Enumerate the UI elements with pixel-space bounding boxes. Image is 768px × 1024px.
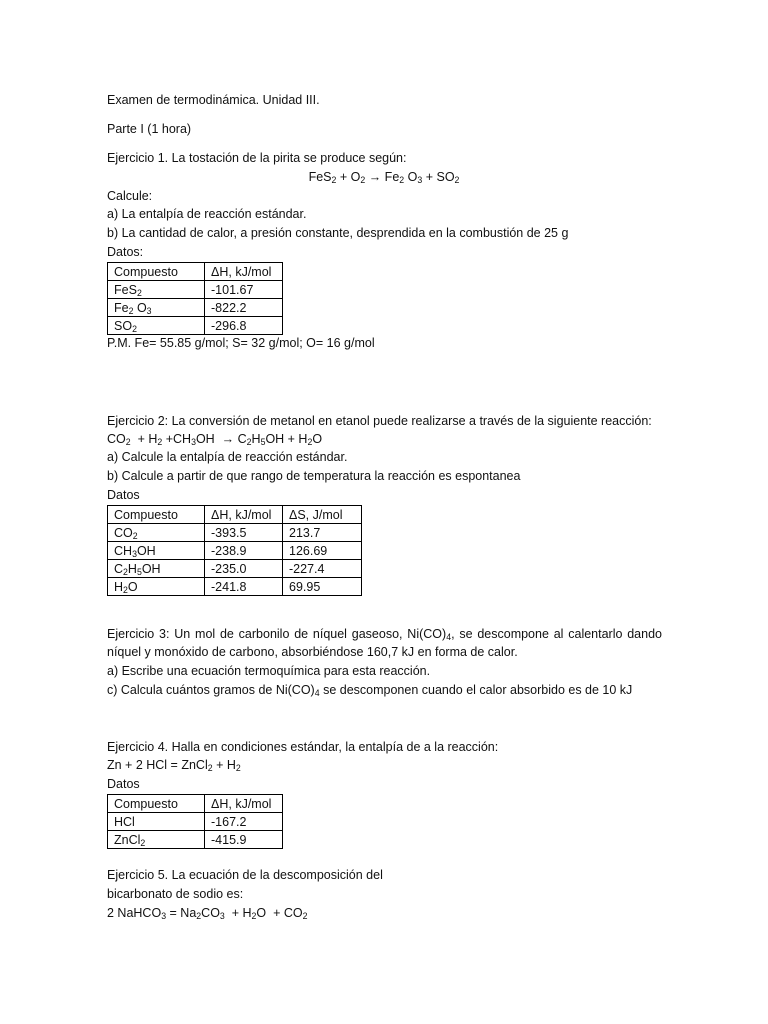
exercise-2-table — [107, 505, 362, 596]
compound-cell: $C_2H_5OH$ — [108, 560, 205, 578]
compound-cell: HCl — [108, 813, 205, 831]
table-row — [108, 813, 283, 831]
exercise-4-datos: Datos — [107, 777, 140, 791]
exercise-5-equation: 2 NaHCO$_3$ = $Na_2CO_3 + H_2O + CO_2$ — [107, 906, 308, 922]
exercise-2-item-a: a) Calcule la entalpía de reacción estándar. — [107, 450, 348, 464]
table-row — [108, 299, 283, 317]
table-header-row — [108, 263, 283, 281]
header-compuesto: Compuesto — [108, 795, 205, 813]
exercise-3-line-1: Ejercicio 3: Un mol de carbonilo de níquel gaseoso, $Ni(CO)_4$, se descompone al calentarlo dando — [107, 627, 662, 643]
compound-cell: $CO_2$ — [108, 524, 205, 542]
header-ds: ΔS, J/mol — [283, 506, 362, 524]
exercise-3-item-a: a) Escribe una ecuación termoquímica para esta reacción. — [107, 664, 431, 678]
table-row — [108, 560, 362, 578]
exercise-2-item-b: b) Calcule a partir de que rango de temperatura la reacción es espontanea — [107, 469, 521, 483]
exercise-4-table — [107, 794, 283, 849]
exercise-4-title: Ejercicio 4. Halla en condiciones estándar, la entalpía de a la reacción: — [107, 740, 499, 754]
table-row — [108, 317, 283, 335]
header-compuesto: Compuesto — [108, 263, 205, 281]
exercise-3-line-2: níquel y monóxido de carbono, absorbiéndose 160,7 kJ en forma de calor. — [107, 645, 518, 659]
table-row — [108, 281, 283, 299]
dh-cell: -101.67 — [205, 281, 283, 299]
compound-cell: ZnCl$_2$ — [108, 831, 205, 849]
ds-cell: -227.4 — [283, 560, 362, 578]
exercise-1-item-b: b) La cantidad de calor, a presión constante, desprendida en la combustión de 25 g — [107, 226, 569, 240]
ds-cell: 69.95 — [283, 578, 362, 596]
dh-cell: -235.0 — [205, 560, 283, 578]
exercise-5-line-1: Ejercicio 5. La ecuación de la descomposición del — [107, 868, 383, 882]
compound-cell: $H_2O$ — [108, 578, 205, 596]
exercise-1-table — [107, 262, 283, 335]
ds-cell: 213.7 — [283, 524, 362, 542]
header-dh: ΔH, kJ/mol — [205, 506, 283, 524]
table-row — [108, 831, 283, 849]
table-header-row — [108, 506, 362, 524]
dh-cell: -167.2 — [205, 813, 283, 831]
exercise-3-item-c: c) Calcula cuántos gramos de $Ni(CO)_4$ se descomponen cuando el calor absorbido es de 10 kJ — [107, 683, 633, 699]
dh-cell: -241.8 — [205, 578, 283, 596]
compound-cell: FeS$_2$ — [108, 281, 205, 299]
header-dh: ΔH, kJ/mol — [205, 795, 283, 813]
exercise-2-equation: $CO_2 + H_2 +CH_3OH \to C_2H_5OH + H_2O$ — [107, 432, 323, 448]
part-label: Parte I (1 hora) — [107, 122, 192, 136]
exercise-1-molar-masses: P.M. Fe= 55.85 g/mol; S= 32 g/mol; O= 16 g/mol — [107, 336, 375, 350]
header-dh: ΔH, kJ/mol — [205, 263, 283, 281]
exam-title: Examen de termodinámica. Unidad III. — [107, 93, 320, 107]
dh-cell: -296.8 — [205, 317, 283, 335]
ds-cell: 126.69 — [283, 542, 362, 560]
dh-cell: -393.5 — [205, 524, 283, 542]
table-row — [108, 542, 362, 560]
exercise-1-equation: $FeS_2 + O_2 \to Fe_2$ $O_3 + SO_2$ — [308, 170, 460, 186]
dh-cell: -822.2 — [205, 299, 283, 317]
exercise-1-title: Ejercicio 1. La tostación de la pirita se produce según: — [107, 151, 407, 165]
compound-cell: $Fe_2$ $O_3$ — [108, 299, 205, 317]
table-row — [108, 578, 362, 596]
exercise-1-datos: Datos: — [107, 245, 144, 259]
exercise-2-datos: Datos — [107, 488, 140, 502]
exercise-1-item-a: a) La entalpía de reacción estándar. — [107, 207, 307, 221]
exercise-4-equation: Zn + 2 HCl = ZnCl$_2$ + $H_2$ — [107, 758, 241, 774]
exercise-2-title: Ejercicio 2: La conversión de metanol en etanol puede realizarse a través de la siguiente reacción: — [107, 414, 652, 428]
dh-cell: -238.9 — [205, 542, 283, 560]
table-header-row — [108, 795, 283, 813]
header-compuesto: Compuesto — [108, 506, 205, 524]
dh-cell: -415.9 — [205, 831, 283, 849]
exercise-5-line-2: bicarbonato de sodio es: — [107, 887, 244, 901]
compound-cell: $CH_3OH$ — [108, 542, 205, 560]
exercise-1-calc: Calcule: — [107, 189, 153, 203]
compound-cell: $SO_2$ — [108, 317, 205, 335]
table-row — [108, 524, 362, 542]
